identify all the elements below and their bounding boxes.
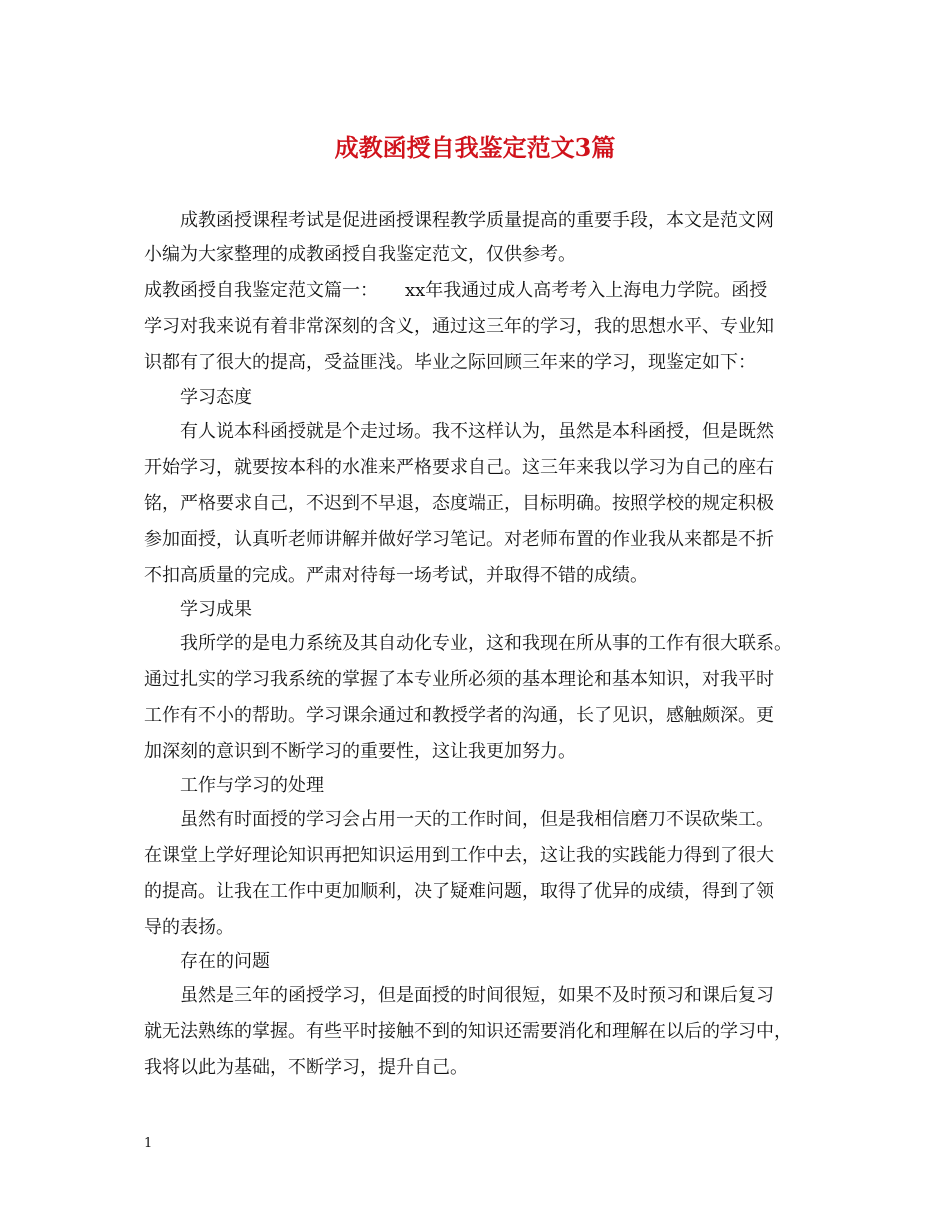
text-line: 虽然有时面授的学习会占用一天的工作时间，但是我相信磨刀不误砍柴工。 — [180, 809, 774, 830]
text-line: 通过扎实的学习我系统的掌握了本专业所必须的基本理论和基本知识，对我平时 — [144, 669, 774, 690]
section-heading: 学习态度 — [180, 387, 252, 408]
text-line: 的提高。让我在工作中更加顺利，决了疑难问题，取得了优异的成绩，得到了领 — [144, 881, 774, 902]
text-line: 工作有不小的帮助。学习课余通过和教授学者的沟通，长了见识，感触颇深。更 — [144, 705, 774, 726]
text-line: 小编为大家整理的成教函授自我鉴定范文，仅供参考。 — [144, 244, 576, 265]
text-line: 不扣高质量的完成。严肃对待每一场考试，并取得不错的成绩。 — [144, 565, 648, 586]
section-heading: 存在的问题 — [180, 951, 270, 972]
page-number: 1 — [144, 1136, 153, 1151]
text-line: 导的表扬。 — [144, 917, 234, 938]
text-line: 成教函授课程考试是促进函授课程教学质量提高的重要手段，本文是范文网 — [180, 210, 774, 231]
section-heading: 工作与学习的处理 — [180, 775, 324, 796]
text-line: 在课堂上学好理论知识再把知识运用到工作中去，这让我的实践能力得到了很大 — [144, 845, 774, 866]
section-heading: 学习成果 — [180, 599, 252, 620]
document-title: 成教函授自我鉴定范文3篇 — [334, 133, 616, 162]
text-line: 学习对我来说有着非常深刻的含义，通过这三年的学习，我的思想水平、专业知 — [144, 316, 774, 337]
text-line: 我所学的是电力系统及其自动化专业，这和我现在所从事的工作有很大联系。 — [180, 633, 792, 654]
text-line: 加深刻的意识到不断学习的重要性，这让我更加努力。 — [144, 741, 576, 762]
text-line: 参加面授，认真听老师讲解并做好学习笔记。对老师布置的作业我从来都是不折 — [144, 529, 774, 550]
text-line: 开始学习，就要按本科的水准来严格要求自己。这三年来我以学习为自己的座右 — [144, 457, 774, 478]
text-line: 我将以此为基础，不断学习，提升自己。 — [144, 1057, 468, 1078]
text-line: 铭，严格要求自己，不迟到不早退，态度端正，目标明确。按照学校的规定积极 — [144, 493, 774, 514]
text-line: 就无法熟练的掌握。有些平时接触不到的知识还需要消化和理解在以后的学习中， — [144, 1021, 792, 1042]
text-line: 识都有了很大的提高，受益匪浅。毕业之际回顾三年来的学习，现鉴定如下： — [144, 352, 756, 373]
text-line: 有人说本科函授就是个走过场。我不这样认为，虽然是本科函授，但是既然 — [180, 421, 774, 442]
text-line: 虽然是三年的函授学习，但是面授的时间很短，如果不及时预习和课后复习 — [180, 985, 774, 1006]
text-line: 成教函授自我鉴定范文篇一： xx年我通过成人高考考入上海电力学院。函授 — [144, 280, 768, 301]
